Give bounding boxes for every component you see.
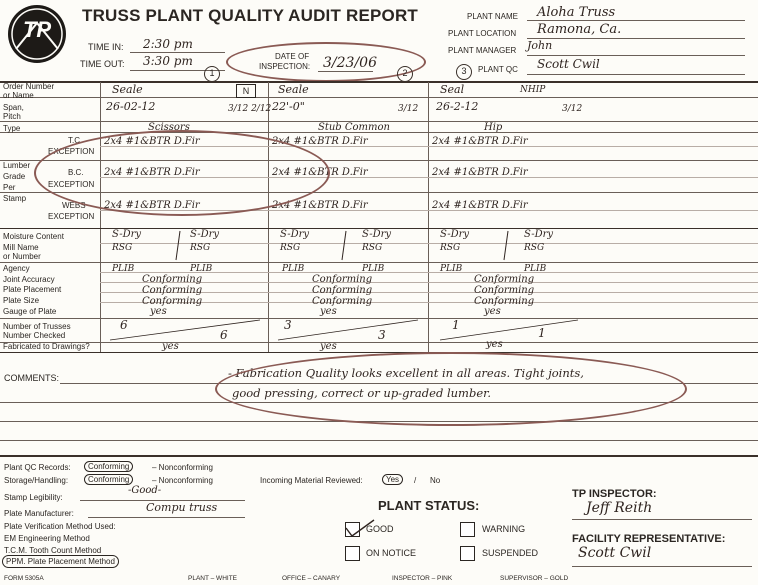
svg-text:TP: TP xyxy=(22,17,52,42)
plant-status-title: PLANT STATUS: xyxy=(378,498,480,513)
col1-mill-a: RSG xyxy=(112,243,133,253)
col2-gauge: yes xyxy=(320,306,337,317)
tp-inspector-label: TP INSPECTOR: xyxy=(572,488,657,500)
incoming-no: No xyxy=(430,476,441,485)
status-suspended-label: SUSPENDED xyxy=(482,548,539,558)
col2-pitch: 3/12 xyxy=(398,104,419,114)
plant-manager-label: PLANT MANAGER xyxy=(448,46,517,55)
col1-type: Scissors xyxy=(148,122,190,133)
col2-placement: Conforming xyxy=(312,285,373,296)
col1-moist-b: S-Dry xyxy=(190,229,220,240)
label-order: Order Number or Name xyxy=(3,82,55,100)
tp-inspector-signature: Jeff Reith xyxy=(586,500,653,516)
storage-nonconforming: – Nonconforming xyxy=(152,476,213,485)
col2-moist-a: S-Dry xyxy=(280,229,310,240)
col1-joint: Conforming xyxy=(142,274,203,285)
label-webs: WEBS xyxy=(62,201,86,210)
plate-manufacturer-value: Compu truss xyxy=(146,501,218,514)
col3-num: 1 xyxy=(452,318,460,332)
col1-slash-marks xyxy=(100,228,268,352)
col3-tc: 2x4 #1&BTR D.Fir xyxy=(432,136,528,147)
plant-location-value: Ramona, Ca. xyxy=(537,22,622,37)
label-webs-exception: EXCEPTION xyxy=(48,212,95,221)
label-fabricated: Fabricated to Drawings? xyxy=(3,342,90,351)
col1-agency-a: PLIB xyxy=(112,264,135,274)
col3-agency-a: PLIB xyxy=(440,264,463,274)
status-warning-label: WARNING xyxy=(482,524,526,534)
label-gauge: Gauge of Plate xyxy=(3,307,57,316)
col3-span: 26-2-12 xyxy=(436,100,479,113)
col3-slash-marks xyxy=(428,228,598,352)
label-joint: Joint Accuracy xyxy=(3,275,55,284)
col3-gauge: yes xyxy=(484,306,501,317)
label-moisture: Moisture Content xyxy=(3,232,64,241)
date-annotation-oval xyxy=(226,42,426,82)
col2-agency-b: PLIB xyxy=(362,264,385,274)
col2-bc: 2x4 #1&BTR D.Fir xyxy=(272,167,368,178)
col2-joint: Conforming xyxy=(312,274,373,285)
stamp-legibility-label: Stamp Legibility: xyxy=(4,493,63,502)
col3-moist-a: S-Dry xyxy=(440,229,470,240)
label-bc: B.C. xyxy=(68,168,84,177)
qc-records-conforming: Conforming xyxy=(84,461,133,472)
label-lumber-grade: Lumber Grade Per Stamp xyxy=(3,161,31,203)
facility-rep-signature: Scott Cwil xyxy=(578,545,652,561)
col1-placement: Conforming xyxy=(142,285,203,296)
label-number-trusses: Number of Trusses Number Checked xyxy=(3,322,71,340)
col2-mill-b: RSG xyxy=(362,243,383,253)
col1-size: Conforming xyxy=(142,296,203,307)
stamp-legibility-value: -Good- xyxy=(128,485,162,496)
col3-size: Conforming xyxy=(474,296,535,307)
col2-fab: yes xyxy=(320,341,337,352)
col2-agency-a: PLIB xyxy=(282,264,305,274)
col2-span: 22'-0" xyxy=(272,100,305,113)
status-on-notice-label: ON NOTICE xyxy=(366,548,417,558)
comments-line-1: - Fabrication Quality looks excellent in all areas. Tight joints, xyxy=(228,366,584,380)
col1-tc: 2x4 #1&BTR D.Fir xyxy=(104,136,200,147)
tcm-method: T.C.M. Tooth Count Method xyxy=(4,546,102,555)
incoming-slash: / xyxy=(414,476,417,485)
col3-joint: Conforming xyxy=(474,274,535,285)
qc-records-label: Plant QC Records: xyxy=(4,463,71,472)
label-plate-size: Plate Size xyxy=(3,296,40,305)
col3-fab: yes xyxy=(486,339,503,350)
col3-order-mark: NHIP xyxy=(520,85,546,95)
col1-gauge: yes xyxy=(150,306,167,317)
label-agency: Agency xyxy=(3,264,30,273)
status-good-label: GOOD xyxy=(366,524,394,534)
comments-line-2: good pressing, correct or up-graded lumber. xyxy=(232,386,492,400)
label-span-pitch: Span, Pitch xyxy=(3,103,24,121)
col1-moist-a: S-Dry xyxy=(112,229,142,240)
ppm-method: PPM. Plate Placement Method xyxy=(2,555,119,568)
comments-label: COMMENTS: xyxy=(4,373,59,383)
col3-pitch: 3/12 xyxy=(562,104,583,114)
storage-conforming: Conforming xyxy=(84,474,133,485)
footer-form: FORM 5305A xyxy=(4,575,44,582)
plate-manufacturer-label: Plate Manufacturer: xyxy=(4,509,74,518)
col3-mill-a: RSG xyxy=(440,243,461,253)
plant-manager-value: John xyxy=(527,39,553,52)
time-out-label: TIME OUT: xyxy=(80,59,125,69)
col3-placement: Conforming xyxy=(474,285,535,296)
plant-name-value: Aloha Truss xyxy=(537,5,616,20)
comments-annotation-oval xyxy=(215,352,687,426)
footer-inspector: INSPECTOR – PINK xyxy=(392,575,453,582)
col2-checked: 3 xyxy=(378,328,386,342)
lumber-annotation-oval xyxy=(34,130,330,216)
date-value: 3/23/06 xyxy=(323,55,377,71)
time-in-value: 2:30 pm xyxy=(143,37,193,51)
status-on-notice-checkbox[interactable] xyxy=(345,546,360,561)
col2-moist-b: S-Dry xyxy=(362,229,392,240)
plant-qc-value: Scott Cwil xyxy=(537,57,600,71)
col2-slash-marks xyxy=(268,228,428,352)
col3-mill-b: RSG xyxy=(524,243,545,253)
plant-location-label: PLANT LOCATION xyxy=(448,29,517,38)
report-title: TRUSS PLANT QUALITY AUDIT REPORT xyxy=(82,6,419,25)
label-mill: Mill Name or Number xyxy=(3,243,41,261)
plant-qc-label: PLANT QC xyxy=(478,65,518,74)
col1-agency-b: PLIB xyxy=(190,264,213,274)
col2-num: 3 xyxy=(284,318,292,332)
time-out-value: 3:30 pm xyxy=(143,54,193,68)
date-label-1: DATE OF xyxy=(275,52,310,61)
label-placement: Plate Placement xyxy=(3,285,62,294)
footer-plant: PLANT – WHITE xyxy=(188,575,238,582)
footer-supervisor: SUPERVISOR – GOLD xyxy=(500,575,569,582)
footer-office: OFFICE – CANARY xyxy=(282,575,341,582)
facility-rep-label: FACILITY REPRESENTATIVE: xyxy=(572,533,726,545)
status-warning-checkbox[interactable] xyxy=(460,522,475,537)
col3-bc: 2x4 #1&BTR D.Fir xyxy=(432,167,528,178)
col1-bc: 2x4 #1&BTR D.Fir xyxy=(104,167,200,178)
annotation-circle-2: 2 xyxy=(397,66,413,82)
col3-checked: 1 xyxy=(538,326,546,340)
col3-type: Hip xyxy=(484,122,503,133)
verification-label: Plate Verification Method Used: xyxy=(4,522,116,531)
date-label-2: INSPECTION: xyxy=(259,62,311,71)
col3-order: Seal xyxy=(440,83,465,96)
col1-fab: yes xyxy=(162,341,179,352)
time-in-label: TIME IN: xyxy=(88,42,124,52)
col2-webs: 2x4 #1&BTR D.Fir xyxy=(272,200,368,211)
col3-agency-b: PLIB xyxy=(524,264,547,274)
col3-webs: 2x4 #1&BTR D.Fir xyxy=(432,200,528,211)
col3-moist-b: S-Dry xyxy=(524,229,554,240)
col1-mill-b: RSG xyxy=(190,243,211,253)
em-method: EM Engineering Method xyxy=(4,534,90,543)
tp-logo xyxy=(6,3,68,65)
col1-span: 26-02-12 xyxy=(106,100,156,113)
col1-num: 6 xyxy=(120,318,128,332)
label-bc-exception: EXCEPTION xyxy=(48,180,95,189)
qc-records-nonconforming: – Nonconforming xyxy=(152,463,213,472)
annotation-circle-1: 1 xyxy=(204,66,220,82)
col1-pitch: 3/12 2/12 xyxy=(228,104,272,114)
col1-order-mark: N xyxy=(236,84,256,98)
col2-mill-a: RSG xyxy=(280,243,301,253)
status-suspended-checkbox[interactable] xyxy=(460,546,475,561)
col1-checked: 6 xyxy=(220,328,228,342)
col2-type: Stub Common xyxy=(318,122,390,133)
label-tc-exception: EXCEPTION xyxy=(48,147,95,156)
storage-label: Storage/Handling: xyxy=(4,476,69,485)
col2-tc: 2x4 #1&BTR D.Fir xyxy=(272,136,368,147)
incoming-label: Incoming Material Reviewed: xyxy=(260,476,363,485)
col2-size: Conforming xyxy=(312,296,373,307)
label-tc: T.C. xyxy=(68,136,83,145)
col1-webs: 2x4 #1&BTR D.Fir xyxy=(104,200,200,211)
annotation-circle-3: 3 xyxy=(456,64,472,80)
label-type: Type xyxy=(3,124,21,133)
col2-order: Seale xyxy=(278,83,309,96)
incoming-yes: Yes xyxy=(382,474,403,485)
plant-name-label: PLANT NAME xyxy=(467,12,518,21)
col1-order: Seale xyxy=(112,83,143,96)
